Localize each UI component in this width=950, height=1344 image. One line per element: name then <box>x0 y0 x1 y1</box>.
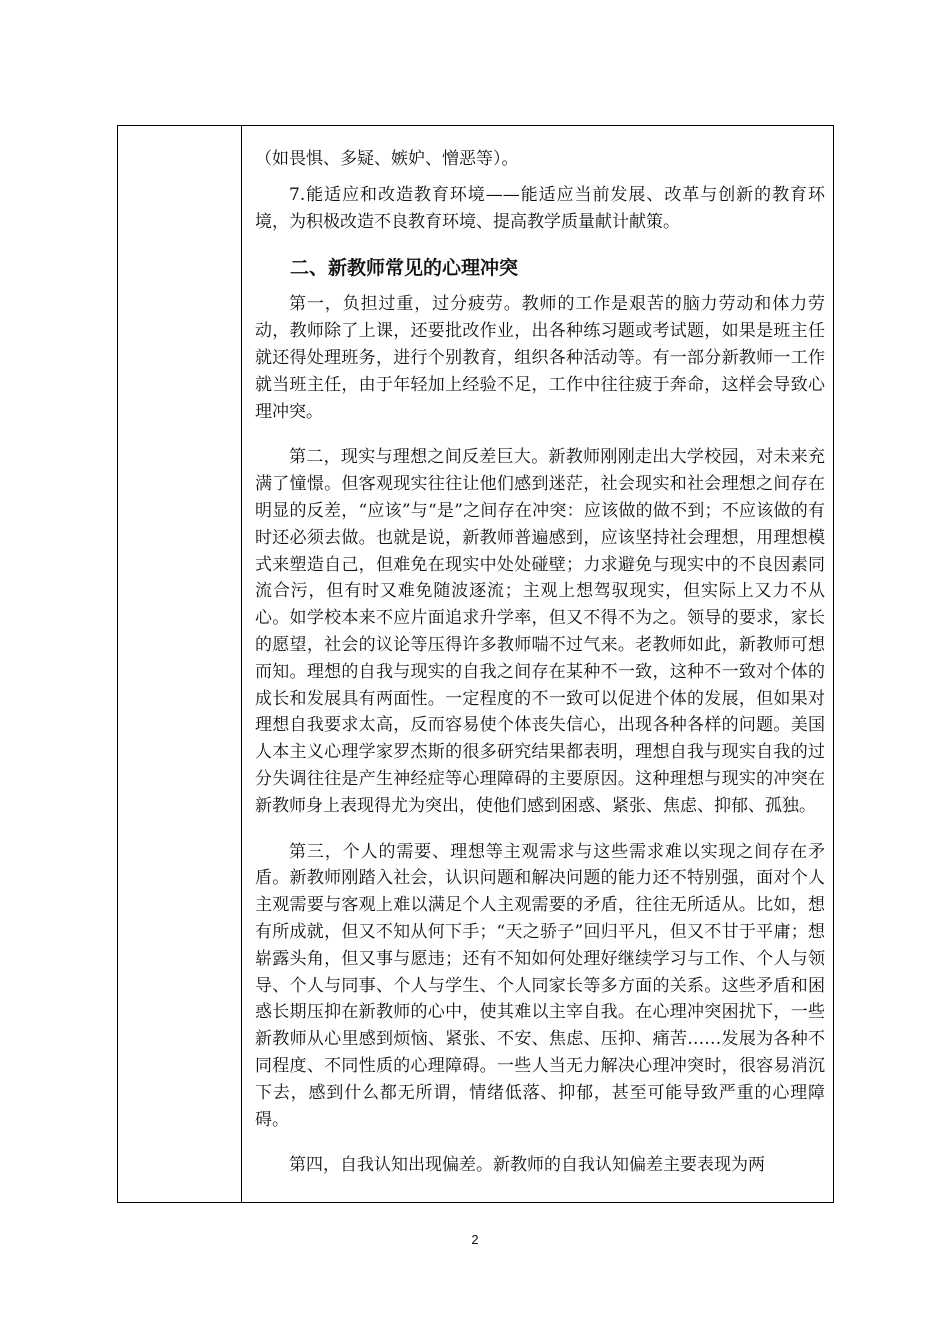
table-right-column <box>242 126 833 1202</box>
paragraph-second: 第二，现实与理想之间反差巨大。新教师刚刚走出大学校园，对未来充满了憧憬。但客观现实往往让他们感到迷茫，社会现实和社会理想之间存在明显的反差，“应该”与“是”之间存在冲突：应该做的做不到；不应该做的有时还必须去做。也就是说，新教师普遍感到，应该坚持社会理想，用理想模式来塑造自己，但难免在现实中处处碰壁；力求避免与现实中的不良因素同流合污，但有时又难免随波逐流；主观上想驾驭现实，但实际上又力不从心。如学校本来不应片面追求升学率，但又不得不为之。领导的要求，家长的愿望，社会的议论等压得许多教师喘不过气来。老教师如此，新教师可想而知。理想的自我与现实的自我之间存在某种不一致，这种不一致对个体的成长和发展具有两面性。一定程度的不一致可以促进个体的发展，但如果对理想自我要求太高，反而容易使个体丧失信心，出现各种各样的问题。美国人本主义心理学家罗杰斯的很多研究结果都表明，理想自我与现实自我的过分失调往往是产生神经症等心理障碍的主要原因。这种理想与现实的冲突在新教师身上表现得尤为突出，使他们感到困惑、紧张、焦虑、抑郁、孤独。 <box>255 447 825 816</box>
paragraph-third: 第三，个人的需要、理想等主观需求与这些需求难以实现之间存在矛盾。新教师刚踏入社会，认识问题和解决问题的能力还不特别强，面对个人主观需要与客观上难以满足个人主观需要的矛盾，往往无所适从。比如，想有所成就，但又不知从何下手；“天之骄子”回归平凡，但又不甘于平庸；想崭露头角，但又事与愿违；还有不知如何处理好继续学习与工作、个人与领导、个人与同事、个人与学生、个人同家长等多方面的关系。这些矛盾和困惑长期压抑在新教师的心中，使其难以主宰自我。在心理冲突困扰下，一些新教师从心里感到烦恼、紧张、不安、焦虑、压抑、痛苦……发展为各种不同程度、不同性质的心理障碍。一些人当无力解决心理冲突时，很容易消沉下去，感到什么都无所谓，情绪低落、抑郁，甚至可能导致严重的心理障碍。 <box>255 841 825 1130</box>
section-heading: 二、新教师常见的心理冲突 <box>290 257 519 280</box>
paragraph-first: 第一，负担过重，过分疲劳。教师的工作是艰苦的脑力劳动和体力劳动，教师除了上课，还要批改作业，出各种练习题或考试题，如果是班主任就还得处理班务，进行个别教育，组织各种活动等。有一部分新教师一工作就当班主任，由于年轻加上经验不足，工作中往往疲于奔命，这样会导致心理冲突。 <box>255 294 825 422</box>
page-number: 2 <box>471 1232 479 1247</box>
paragraph-continuation: （如畏惧、多疑、嫉妒、憎恶等）。 <box>255 149 519 169</box>
table-left-column <box>118 126 242 1202</box>
content-table <box>117 125 834 1203</box>
paragraph-fourth: 第四，自我认知出现偏差。新教师的自我认知偏差主要表现为两 <box>289 1155 765 1176</box>
paragraph-item-7: 7.能适应和改造教育环境——能适应当前发展、改革与创新的教育环境，为积极改造不良教育环境、提高教学质量献计献策。 <box>255 184 825 232</box>
